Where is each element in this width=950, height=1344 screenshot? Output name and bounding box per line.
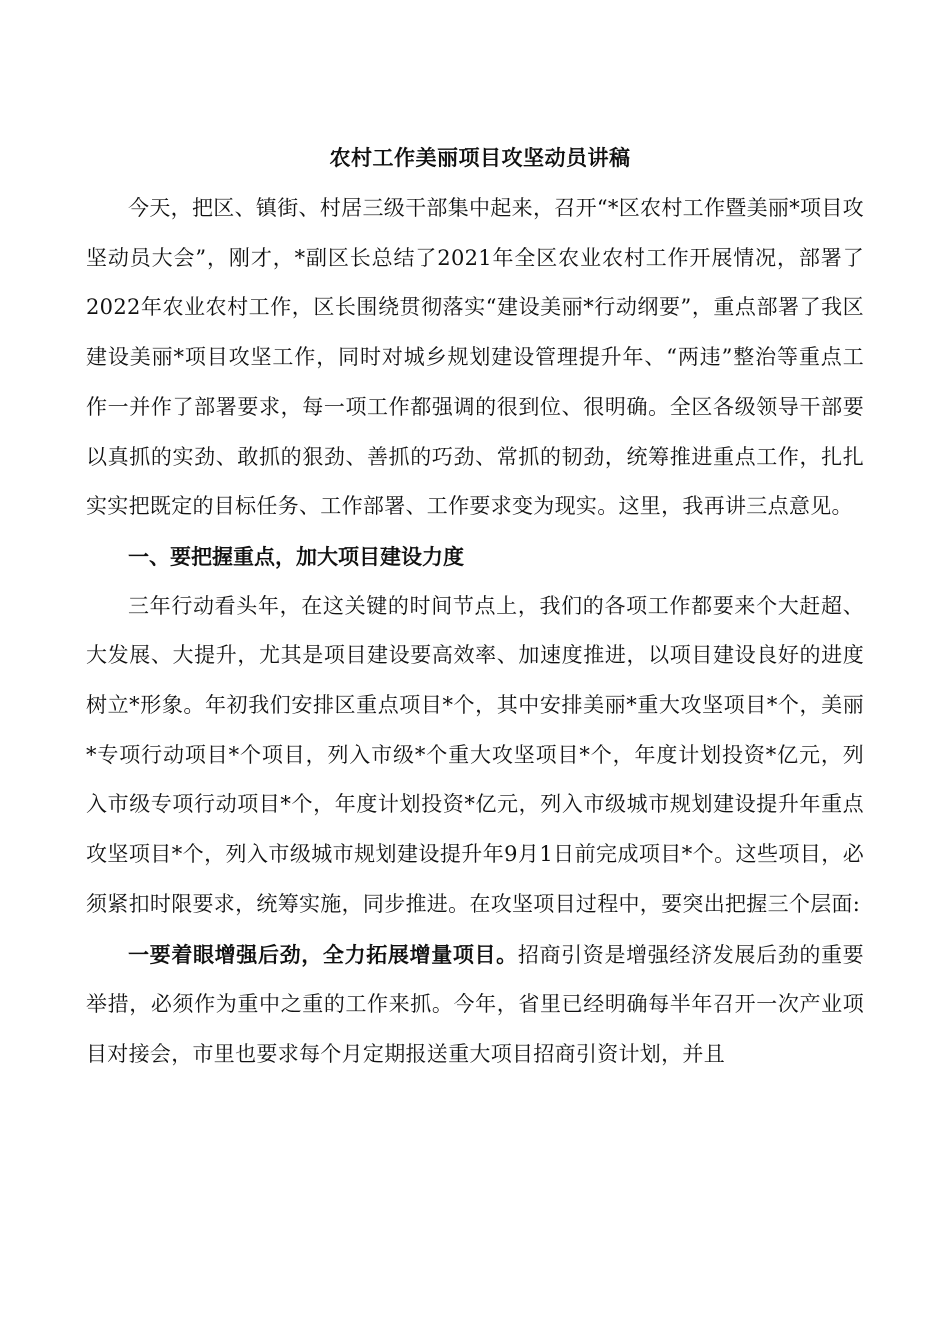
point-1-paragraph: [86, 930, 864, 1080]
document-title: 农村工作美丽项目攻坚动员讲稿: [329, 145, 631, 170]
point-1-lead: 一要着眼增强后劲，全力拓展增量项目。: [128, 941, 518, 967]
opening-paragraph: 今天，把区、镇街、村居三级干部集中起来，召开“*区农村工作暨美丽*项目攻坚动员大会”，刚才，*副区长总结了2021年全区农业农村工作开展情况，部署了2022年农业农村工作，区长围绕贯彻落实“建设美丽*行动纲要”，重点部署了我区建设美丽*项目攻坚工作，同时对城乡规划建设管理提升年、“两违”整治等重点工作一并作了部署要求，每一项工作都强调的很到位、很明确。全区各级领导干部要以真抓的实劲、敢抓的狠劲、善抓的巧劲、常抓的韧劲，统筹推进重点工作，扎扎实实把既定的目标任务、工作部署、工作要求变为现实。这里，我再讲三点意见。: [86, 196, 864, 519]
section-1-paragraph: 三年行动看头年，在这关键的时间节点上，我们的各项工作都要来个大赶超、大发展、大提升，尤其是项目建设要高效率、加速度推进，以项目建设良好的进度树立*形象。年初我们安排区重点项目*个，其中安排美丽*重大攻坚项目*个，美丽*专项行动项目*个项目，列入市级*个重大攻坚项目*个，年度计划投资*亿元，列入市级专项行动项目*个，年度计划投资*亿元，列入市级城市规划建设提升年重点攻坚项目*个，列入市级城市规划建设提升年9月1日前完成项目*个。这些项目，必须紧扣时限要求，统筹实施，同步推进。在攻坚项目过程中，要突出把握三个层面:: [86, 593, 864, 916]
section-heading-1: 一、要把握重点，加大项目建设力度: [128, 543, 464, 569]
point-1-text: 招商引资是增强经济发展后劲的重要举措，必须作为重中之重的工作来抓。今年，省里已经明确每半年召开一次产业项目对接会，市里也要求每个月定期报送重大项目招商引资计划，并且: [86, 942, 864, 1066]
document-page: [86, 132, 864, 1080]
